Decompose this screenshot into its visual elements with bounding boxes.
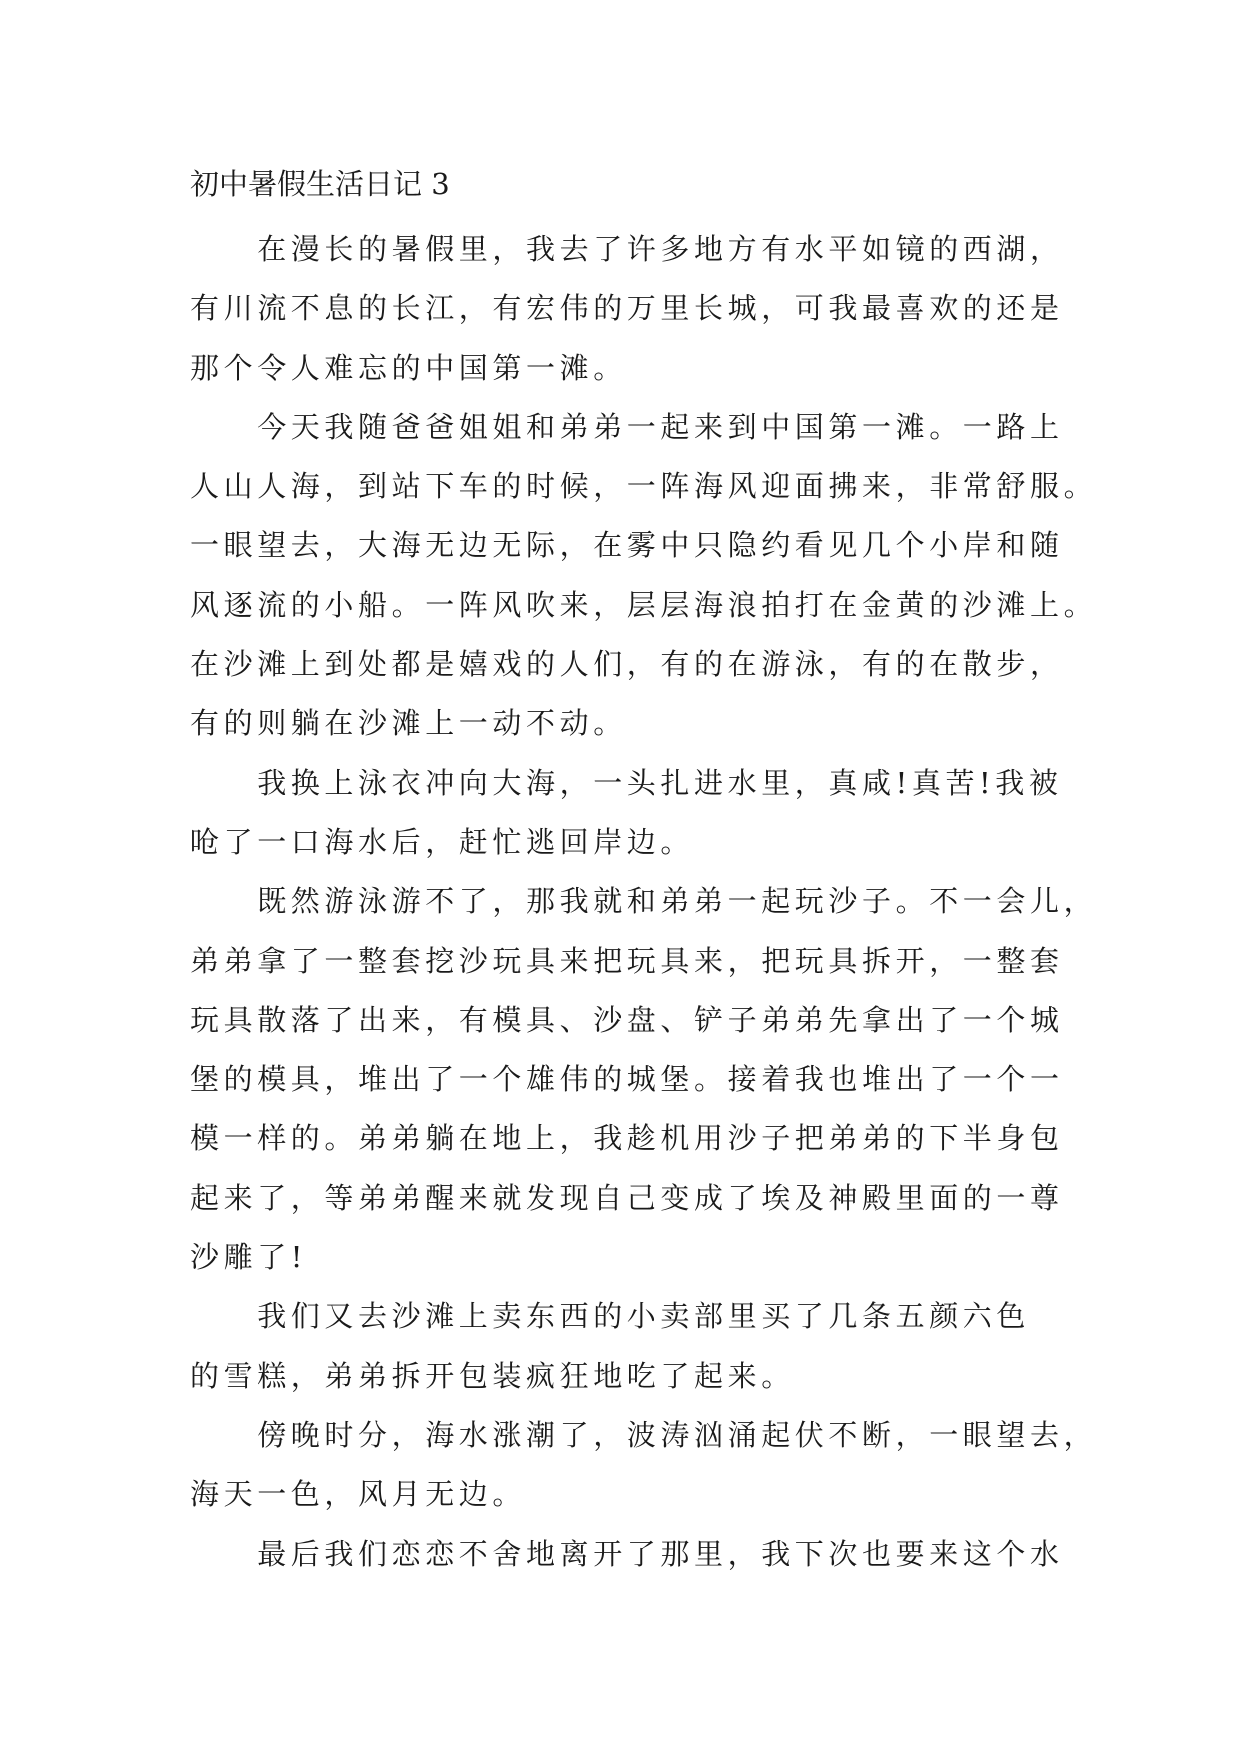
text-line: 我们又去沙滩上卖东西的小卖部里买了几条五颜六色 — [190, 1299, 1031, 1334]
text-line: 最后我们恋恋不舍地离开了那里，我下次也要来这个水 — [190, 1536, 1064, 1571]
text-line: 在沙滩上到处都是嬉戏的人们，有的在游泳，有的在散步， — [190, 647, 1064, 682]
text-line: 一眼望去，大海无边无际，在雾中只隐约看见几个小岸和随 — [190, 528, 1064, 563]
text-line: 沙雕了! — [190, 1240, 308, 1275]
text-line: 海天一色，风月无边。 — [190, 1477, 527, 1512]
paragraph — [190, 754, 1065, 873]
text-line: 模一样的。弟弟躺在地上，我趁机用沙子把弟弟的下半身包 — [190, 1121, 1064, 1156]
text-line: 呛了一口海水后，赶忙逃回岸边。 — [190, 824, 695, 859]
paragraph — [190, 220, 1065, 398]
text-line: 起来了，等弟弟醒来就发现自己变成了埃及神殿里面的一尊 — [190, 1180, 1064, 1215]
paragraph — [190, 1287, 1065, 1406]
text-line: 的雪糕，弟弟拆开包装疯狂地吃了起来。 — [190, 1358, 795, 1393]
text-line: 既然游泳游不了，那我就和弟弟一起玩沙子。不一会儿， — [190, 884, 1098, 919]
text-line: 那个令人难忘的中国第一滩。 — [190, 350, 627, 385]
text-line: 今天我随爸爸姐姐和弟弟一起来到中国第一滩。一路上 — [190, 409, 1064, 444]
document-title: 初中暑假生活日记 3 — [190, 167, 450, 201]
text-line: 玩具散落了出来，有模具、沙盘、铲子弟弟先拿出了一个城 — [190, 1002, 1064, 1037]
paragraph — [190, 1406, 1098, 1525]
text-line: 风逐流的小船。一阵风吹来，层层海浪拍打在金黄的沙滩上。 — [190, 587, 1098, 622]
text-line: 我换上泳衣冲向大海，一头扎进水里，真咸!真苦!我被 — [190, 765, 1063, 800]
text-line: 有的则躺在沙滩上一动不动。 — [190, 706, 627, 741]
text-line: 有川流不息的长江，有宏伟的万里长城，可我最喜欢的还是 — [190, 291, 1064, 326]
document-body — [190, 160, 1098, 1584]
text-line: 傍晚时分，海水涨潮了，波涛汹涌起伏不断，一眼望去， — [190, 1417, 1098, 1452]
text-line: 在漫长的暑假里，我去了许多地方有水平如镜的西湖， — [190, 232, 1064, 266]
text-line: 堡的模具，堆出了一个雄伟的城堡。接着我也堆出了一个一 — [190, 1062, 1064, 1097]
paragraph — [190, 1525, 1065, 1584]
text-line: 人山人海，到站下车的时候，一阵海风迎面拂来，非常舒服。 — [190, 469, 1098, 504]
text-line: 弟弟拿了一整套挖沙玩具来把玩具来，把玩具拆开，一整套 — [190, 943, 1064, 978]
paragraph — [190, 872, 1098, 1287]
paragraph — [190, 398, 1098, 754]
